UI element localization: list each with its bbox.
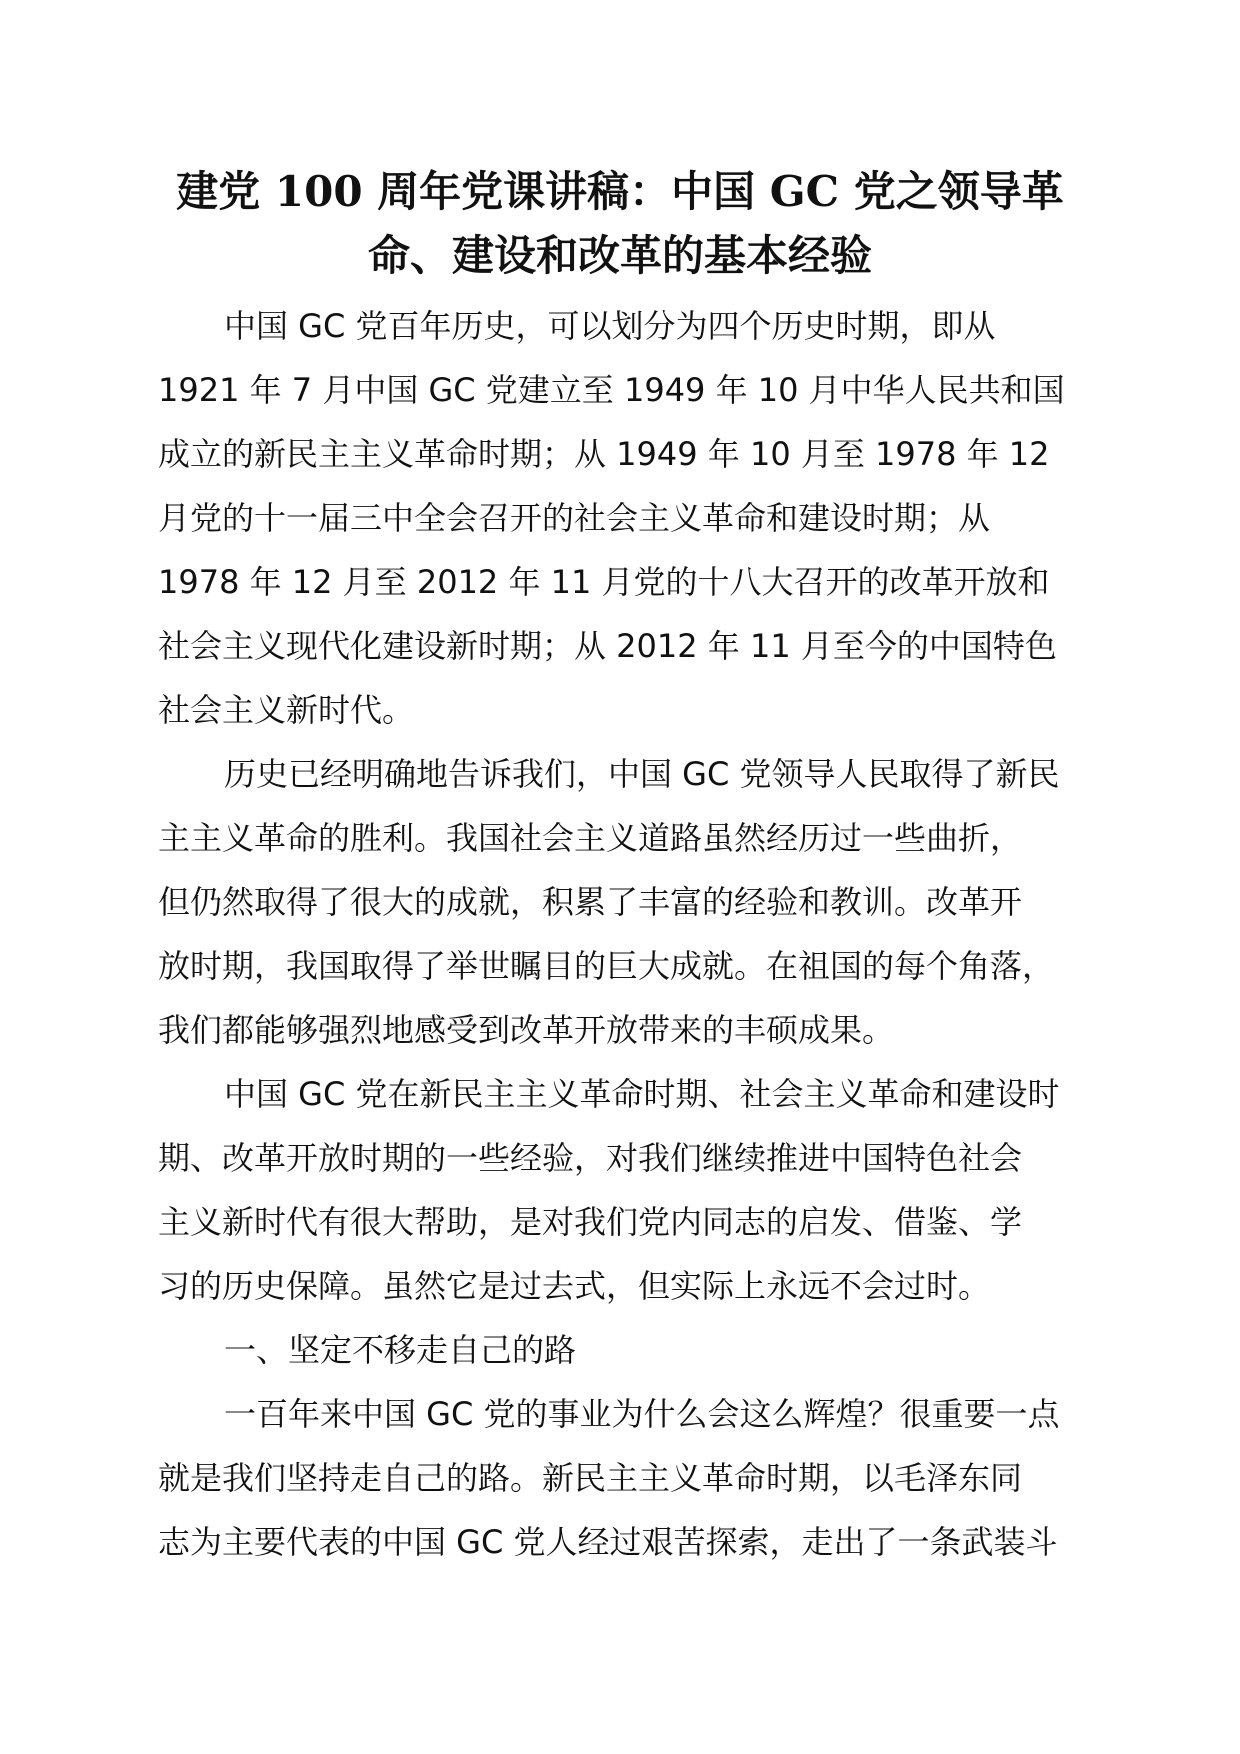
paragraph — [158, 1382, 1088, 1574]
text-line: 但仍然取得了很大的成就，积累了丰富的经验和教训。改革开 — [158, 883, 1023, 921]
text-line: 月党的十一届三中全会召开的社会主义革命和建设时期；从 — [158, 499, 991, 537]
text-line: 中国 GC 党百年历史，可以划分为四个历史时期，即从 — [224, 307, 996, 345]
document-body — [158, 294, 1088, 1574]
paragraph — [158, 1062, 1088, 1318]
title-line: 建党 100 周年党课讲稿：中国 GC 党之领导革 — [176, 167, 1064, 216]
text-line: 社会主义现代化建设新时期；从 2012 年 11 月至今的中国特色 — [158, 627, 1057, 665]
text-line: 1978 年 12 月至 2012 年 11 月党的十八大召开的改革开放和 — [158, 563, 1050, 601]
document-title — [150, 160, 1090, 288]
heading-line: 一、坚定不移走自己的路 — [224, 1331, 577, 1369]
text-line: 成立的新民主主义革命时期；从 1949 年 10 月至 1978 年 12 — [158, 435, 1050, 473]
section-heading — [158, 1318, 1088, 1382]
paragraph — [158, 742, 1088, 1062]
text-line: 期、改革开放时期的一些经验，对我们继续推进中国特色社会 — [158, 1139, 1023, 1177]
text-line: 习的历史保障。虽然它是过去式，但实际上永远不会过时。 — [158, 1267, 991, 1305]
text-line: 放时期，我国取得了举世瞩目的巨大成就。在祖国的每个角落， — [158, 947, 1055, 985]
text-line: 志为主要代表的中国 GC 党人经过艰苦探索，走出了一条武装斗 — [158, 1523, 1058, 1561]
title-line: 命、建设和改革的基本经验 — [367, 231, 872, 280]
text-line: 一百年来中国 GC 党的事业为什么会这么辉煌？很重要一点 — [224, 1395, 1060, 1433]
text-line: 中国 GC 党在新民主主义革命时期、社会主义革命和建设时 — [224, 1075, 1060, 1113]
text-line: 1921 年 7 月中国 GC 党建立至 1949 年 10 月中华人民共和国 — [158, 371, 1065, 409]
text-line: 主义新时代有很大帮助，是对我们党内同志的启发、借鉴、学 — [158, 1203, 1023, 1241]
paragraph — [158, 294, 1088, 742]
text-line: 主主义革命的胜利。我国社会主义道路虽然经历过一些曲折， — [158, 819, 1023, 857]
text-line: 历史已经明确地告诉我们，中国 GC 党领导人民取得了新民 — [224, 755, 1060, 793]
text-line: 社会主义新时代。 — [158, 691, 415, 729]
text-line: 就是我们坚持走自己的路。新民主主义革命时期，以毛泽东同 — [158, 1459, 1023, 1497]
text-line: 我们都能够强烈地感受到改革开放带来的丰硕成果。 — [158, 1011, 895, 1049]
